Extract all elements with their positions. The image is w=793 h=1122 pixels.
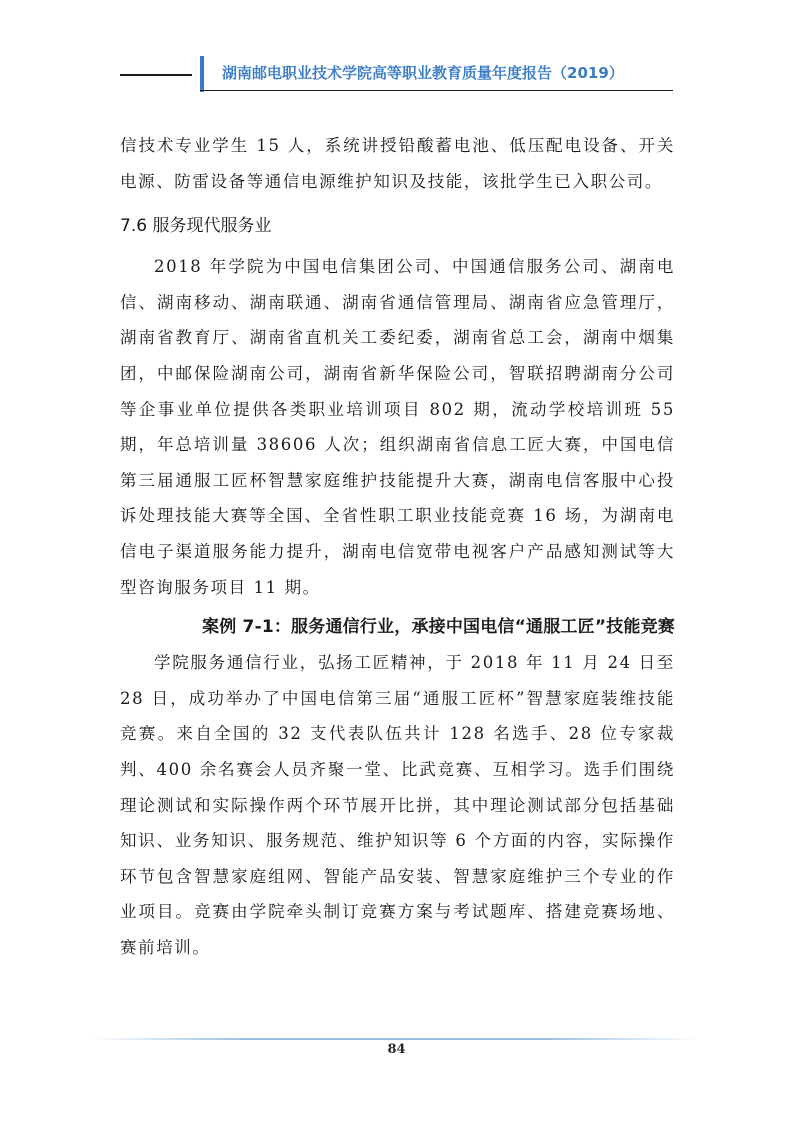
- header-underline: [200, 90, 673, 91]
- header-rule-left: [120, 74, 192, 76]
- paragraph-case-detail: 学院服务通信行业，弘扬工匠精神，于 2018 年 11 月 24 日至 28 日，成功举办了中国电信第三届“通服工匠杯”智慧家庭装维技能竞赛。来自全国的 32 支代表队伍共计 128 名选手、28 位专家裁判、400 余名赛会人员齐聚一堂、比武竞赛、互相学习。选手们围绕理论测试和实际操作两个环节展开比拼，其中理论测试部分包括基础知识、业务知识、服务规范、维护知识等 6 个方面的内容，实际操作环节包含智慧家庭组网、智能产品安装、智慧家庭维护三个专业的作业项目。竞赛由学院牵头制订竞赛方案与考试题库、搭建竞赛场地、赛前培训。: [120, 653, 675, 957]
- section-heading: 7.6 服务现代服务业: [120, 216, 272, 237]
- header-accent-bar: [200, 56, 204, 92]
- case-heading: 案例 7-1：服务通信行业，承接中国电信“通服工匠”技能竞赛: [202, 617, 675, 638]
- report-header-title: 湖南邮电职业技术学院高等职业教育质量年度报告（2019）: [222, 64, 624, 82]
- paragraph-continuation: 信技术专业学生 15 人，系统讲授铅酸蓄电池、低压配电设备、开关电源、防雷设备等通信电源维护知识及技能，该批学生已入职公司。: [120, 136, 675, 191]
- page-number: 84: [387, 1042, 406, 1057]
- page-content: [120, 128, 675, 965]
- paragraph-services: 2018 年学院为中国电信集团公司、中国通信服务公司、湖南电信、湖南移动、湖南联通、湖南省通信管理局、湖南省应急管理厅，湖南省教育厅、湖南省直机关工委纪委，湖南省总工会，湖南中烟集团，中邮保险湖南公司，湖南省新华保险公司，智联招聘湖南分公司等企事业单位提供各类职业培训项目 802 期，流动学校培训班 55 期，年总培训量 38606 人次；组织湖南省信息工匠大赛，中国电信第三届通服工匠杯智慧家庭维护技能提升大赛，湖南电信客服中心投诉处理技能大赛等全国、全省性职工职业技能竞赛 16 场，为湖南电信电子渠道服务能力提升，湖南电信宽带电视客户产品感知测试等大型咨询服务项目 11 期。: [120, 257, 675, 597]
- footer-rule: [90, 1038, 700, 1040]
